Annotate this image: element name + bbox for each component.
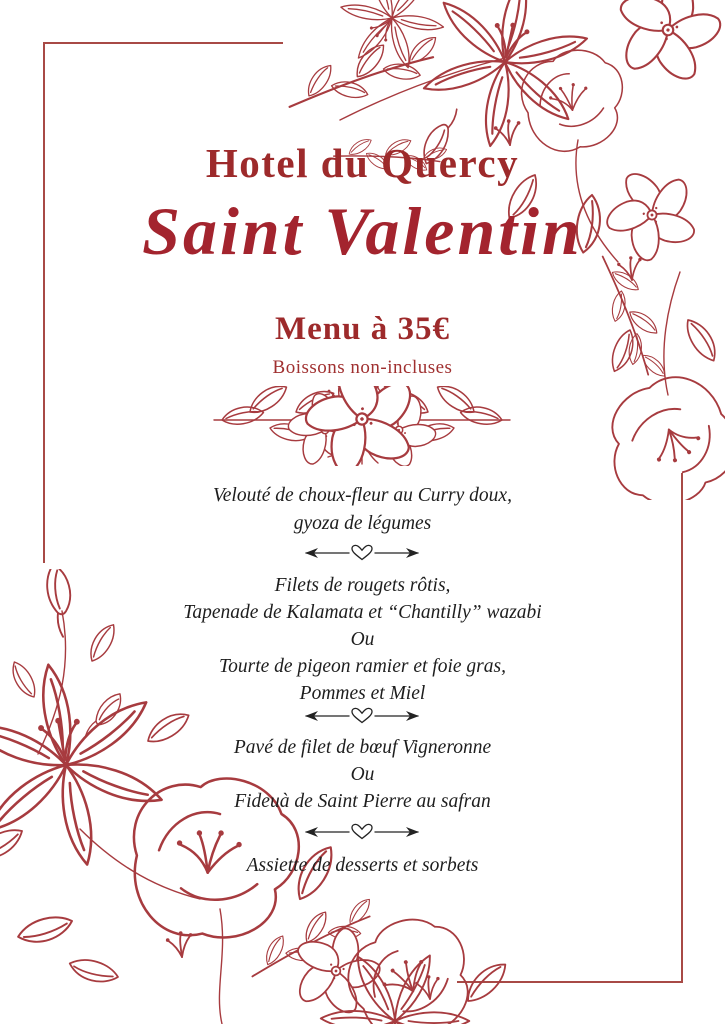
- course-line: gyoza de légumes: [293, 513, 432, 534]
- course-line: Pommes et Miel: [299, 683, 426, 704]
- course-line: Pavé de filet de bœuf Vigneronne: [233, 737, 492, 758]
- course-line: Tourte de pigeon ramier et foie gras,: [219, 656, 506, 677]
- course-first-main: [0, 572, 725, 707]
- hotel-name-title: Hotel du Quercy: [205, 140, 520, 186]
- drinks-note: Boissons non-incluses: [272, 357, 453, 378]
- heart-arrow-divider: [302, 706, 422, 726]
- heart-arrow-divider: [302, 543, 422, 563]
- course-starter: [0, 482, 725, 538]
- menu-price-title: Menu à 35€: [275, 311, 450, 347]
- course-second-main: [0, 734, 725, 815]
- course-line: Assiette de desserts et sorbets: [246, 855, 479, 876]
- heart-arrow-divider: [302, 822, 422, 842]
- course-line: Velouté de choux-fleur au Curry doux,: [213, 485, 512, 506]
- course-line: Fideuà de Saint Pierre au safran: [234, 791, 491, 812]
- flower-line-divider: [212, 386, 512, 466]
- course-or-label: Ou: [350, 764, 375, 785]
- frame-border-right: [681, 473, 683, 983]
- course-line: Filets de rougets rôtis,: [274, 575, 451, 596]
- course-dessert: [0, 852, 725, 879]
- course-or-label: Ou: [350, 629, 375, 650]
- course-line: Tapenade de Kalamata et “Chantilly” wazabi: [183, 602, 542, 623]
- frame-border-top: [43, 42, 283, 44]
- event-title-script: Saint Valentin: [142, 193, 583, 269]
